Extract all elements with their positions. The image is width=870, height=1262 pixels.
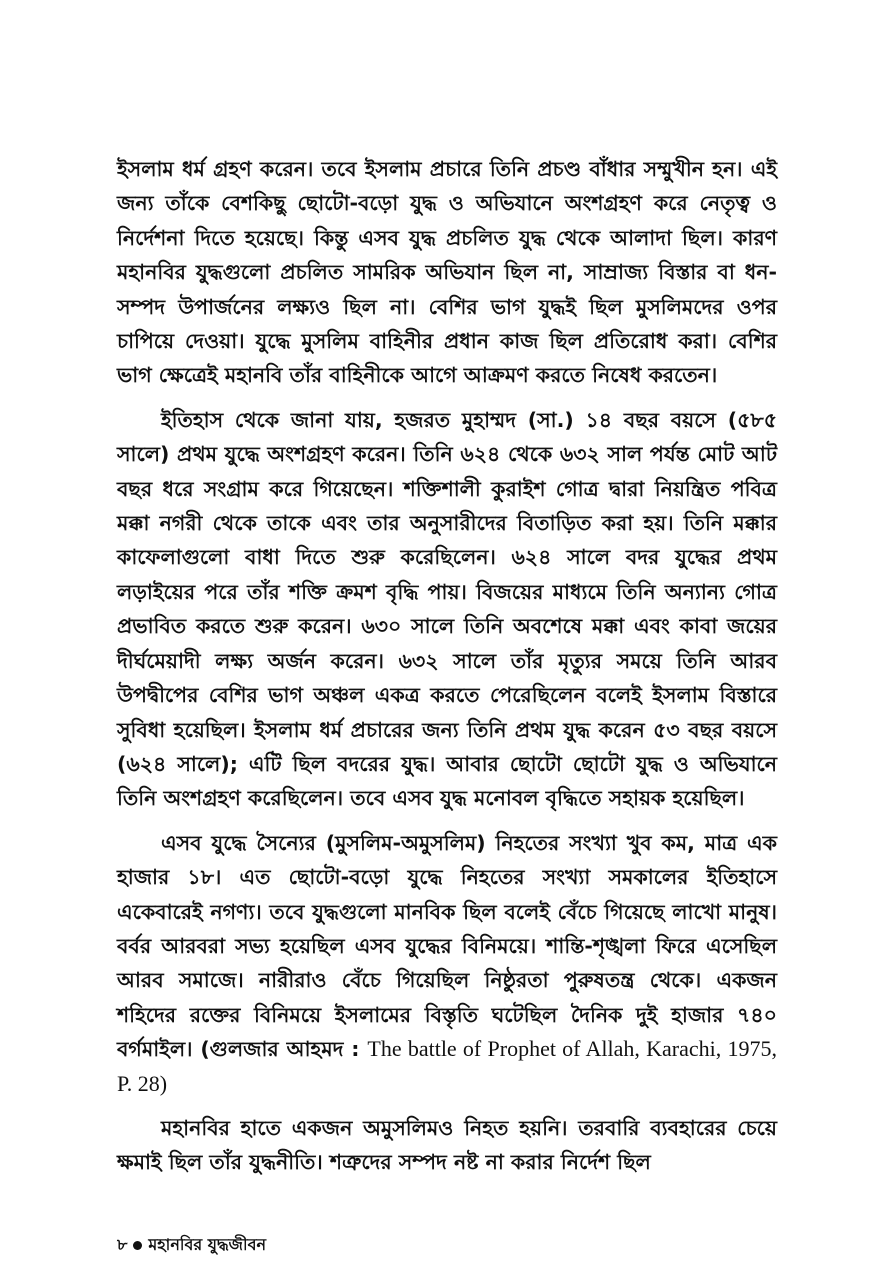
page-body [117, 152, 777, 1190]
book-title: মহানবির যুদ্ধজীবন [148, 1235, 267, 1254]
page-number: ৮ [117, 1235, 128, 1254]
paragraph-3-text: এসব যুদ্ধে সৈন্যের (মুসলিম-অমুসলিম) নিহতের সংখ্যা খুব কম, মাত্র এক হাজার ১৮। এত ছোটো-বড়ো যুদ্ধে নিহতের সংখ্যা সমকালের ইতিহাসে একেবারেই নগণ্য। তবে যুদ্ধগুলো মানবিক ছিল বলেই বেঁচে গিয়েছে লাখো মানুষ। বর্বর আরবরা সভ্য হয়েছিল এসব যুদ্ধের বিনিময়ে। শান্তি-শৃঙ্খলা ফিরে এসেছিল আরব সমাজে। নারীরাও বেঁচে গিয়েছিল নিষ্ঠুরতা পুরুষতন্ত্র থেকে। একজন শহিদের রক্তের বিনিময়ে ইসলামের বিস্তৃতি ঘটেছিল দৈনিক দুই হাজার ৭৪০ বর্গমাইল। (গুলজার আহমদ : [117, 830, 777, 1062]
page-footer [117, 1232, 266, 1259]
paragraph-1: ইসলাম ধর্ম গ্রহণ করেন। তবে ইসলাম প্রচারে তিনি প্রচণ্ড বাঁধার সম্মুখীন হন। এই জন্য তাঁকে বেশকিছু ছোটো-বড়ো যুদ্ধ ও অভিযানে অংশগ্রহণ করে নেতৃত্ব ও নির্দেশনা দিতে হয়েছে। কিন্তু এসব যুদ্ধ প্রচলিত যুদ্ধ থেকে আলাদা ছিল। কারণ মহানবির যুদ্ধগুলো প্রচলিত সামরিক অভিযান ছিল না, সাম্রাজ্য বিস্তার বা ধন-সম্পদ উপার্জনের লক্ষ্যও ছিল না। বেশির ভাগ যুদ্ধই ছিল মুসলিমদের ওপর চাপিয়ে দেওয়া। যুদ্ধে মুসলিম বাহিনীর প্রধান কাজ ছিল প্রতিরোধ করা। বেশির ভাগ ক্ষেত্রেই মহানবি তাঁর বাহিনীকে আগে আক্রমণ করতে নিষেধ করতেন। [117, 157, 777, 388]
citation-text: The battle of Prophet of Allah, Karachi, 1975, P. 28) [117, 1036, 778, 1096]
bullet-dot-icon [133, 1241, 142, 1250]
paragraph-4: মহানবির হাতে একজন অমুসলিমও নিহত হয়নি। তরবারি ব্যবহারের চেয়ে ক্ষমাই ছিল তাঁর যুদ্ধনীতি। শত্রুদের সম্পদ নষ্ট না করার নির্দেশ ছিল [117, 1115, 777, 1175]
paragraph-3 [117, 826, 777, 1101]
paragraph-2: ইতিহাস থেকে জানা যায়, হজরত মুহাম্মদ (সা.) ১৪ বছর বয়সে (৫৮৫ সালে) প্রথম যুদ্ধে অংশগ্রহণ করেন। তিনি ৬২৪ থেকে ৬৩২ সাল পর্যন্ত মোট আট বছর ধরে সংগ্রাম করে গিয়েছেন। শক্তিশালী কুরাইশ গোত্র দ্বারা নিয়ন্ত্রিত পবিত্র মক্কা নগরী থেকে তাকে এবং তার অনুসারীদের বিতাড়িত করা হয়। তিনি মক্কার কাফেলাগুলো বাধা দিতে শুরু করেছিলেন। ৬২৪ সালে বদর যুদ্ধের প্রথম লড়াইয়ের পরে তাঁর শক্তি ক্রমশ বৃদ্ধি পায়। বিজয়ের মাধ্যমে তিনি অন্যান্য গোত্র প্রভাবিত করতে শুরু করেন। ৬৩০ সালে তিনি অবশেষে মক্কা এবং কাবা জয়ের দীর্ঘমেয়াদী লক্ষ্য অর্জন করেন। ৬৩২ সালে তাঁর মৃত্যুর সময়ে তিনি আরব উপদ্বীপের বেশির ভাগ অঞ্চল একত্র করতে পেরেছিলেন বলেই ইসলাম বিস্তারে সুবিধা হয়েছিল। ইসলাম ধর্ম প্রচারের জন্য তিনি প্রথম যুদ্ধ করেন ৫৩ বছর বয়সে (৬২৪ সালে); এটি ছিল বদরের যুদ্ধ। আবার ছোটো ছোটো যুদ্ধ ও অভিযানে তিনি অংশগ্রহণ করেছিলেন। তবে এসব যুদ্ধ মনোবল বৃদ্ধিতে সহায়ক হয়েছিল। [117, 407, 777, 811]
